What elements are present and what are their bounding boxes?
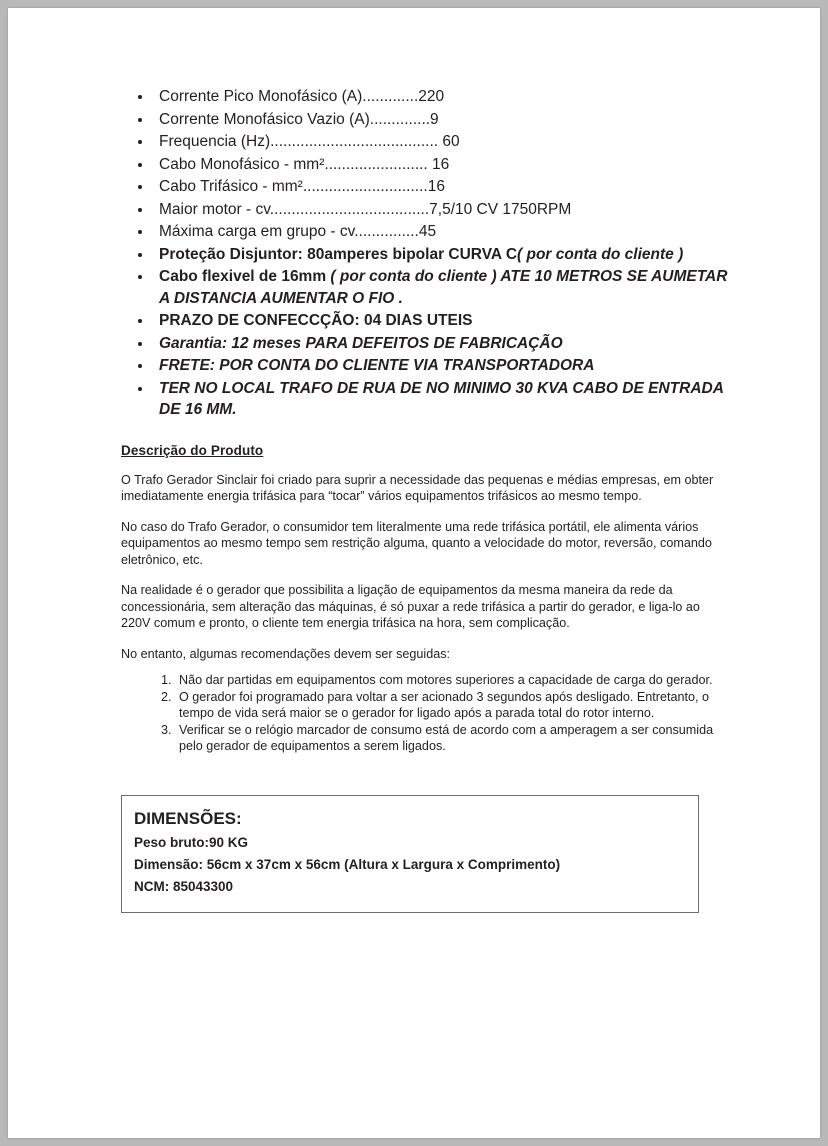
spec-text: ( por conta do cliente )	[517, 245, 684, 263]
recommendations-list	[121, 672, 731, 755]
description-paragraphs	[121, 472, 731, 663]
specification-list	[121, 86, 731, 421]
spec-text: Garantia: 12 meses PARA DEFEITOS DE FABRICAÇÃO	[159, 334, 563, 352]
spec-list-item	[153, 333, 731, 355]
spec-text: Cabo Monofásico - mm²........................ 16	[159, 155, 450, 173]
dimensions-heading: DIMENSÕES:	[134, 808, 242, 828]
document-page	[8, 8, 820, 1138]
recommendation-item: Não dar partidas em equipamentos com motores superiores a capacidade de carga do gerador.	[179, 673, 713, 687]
spec-text: Maior motor - cv.....................................7,5/10 CV 1750RPM	[159, 200, 572, 218]
spec-text: FRETE: POR CONTA DO CLIENTE VIA TRANSPORTADORA	[159, 357, 595, 374]
spec-list-item	[153, 378, 731, 421]
spec-text: PRAZO DE CONFECCÇÃO: 04 DIAS UTEIS	[159, 312, 473, 329]
description-heading: Descrição do Produto	[121, 442, 264, 458]
spec-text: Proteção Disjuntor: 80amperes bipolar CURVA C	[159, 245, 518, 263]
dimensions-lines	[134, 833, 684, 896]
spec-text: ( por conta do cliente ) ATE 10 METROS SE AUMETAR A DISTANCIA AUMENTAR O FIO .	[159, 268, 728, 307]
spec-list-item	[153, 131, 731, 153]
spec-list-item	[153, 310, 731, 332]
spec-list-item	[153, 86, 731, 108]
description-paragraph: No entanto, algumas recomendações devem ser seguidas:	[121, 646, 451, 661]
description-paragraph: Na realidade é o gerador que possibilita a ligação de equipamentos da mesma maneira da rede da concessionária, sem alteração das máquinas, é só puxar a rede trifásica a partir do gerador, e liga-lo ao 220V comum e pronto, o cliente tem energia trifásica na hora, sem complicação.	[121, 583, 700, 630]
spec-list-item	[153, 199, 731, 221]
dimensions-box	[121, 795, 699, 913]
recommendation-item: Verificar se o relógio marcador de consumo está de acordo com a amperagem a ser consumida pelo gerador de equipamentos a serem ligados.	[179, 722, 714, 753]
spec-text: Corrente Monofásico Vazio (A)..............9	[159, 110, 439, 128]
document-content	[121, 86, 731, 913]
spec-text: Cabo flexivel de 16mm	[159, 268, 327, 285]
recommendation-item: O gerador foi programado para voltar a ser acionado 3 segundos após desligado. Entretanto, o tempo de vida será maior se o gerador for ligado após a parada total do rotor interno.	[179, 689, 709, 720]
dimensions-line: Peso bruto:90 KG	[134, 834, 249, 850]
spec-list-item	[153, 109, 731, 131]
spec-list-item	[153, 244, 731, 266]
spec-text: Corrente Pico Monofásico (A).............220	[159, 88, 445, 105]
description-paragraph: O Trafo Gerador Sinclair foi criado para suprir a necessidade das pequenas e médias empresas, em obter imediatamente energia trifásica para “tocar” vários equipamentos trifásicos ao mesmo tempo.	[121, 472, 714, 503]
spec-text: Cabo Trifásico - mm².............................16	[159, 178, 445, 195]
spec-text: Máxima carga em grupo - cv...............45	[159, 223, 437, 240]
spec-list-item	[153, 355, 731, 377]
spec-list-item	[153, 221, 731, 243]
spec-text: Frequencia (Hz)....................................... 60	[159, 133, 460, 150]
description-paragraph: No caso do Trafo Gerador, o consumidor tem literalmente uma rede trifásica portátil, ele alimenta vários equipamentos ao mesmo tempo sem restrição alguma, quanto a velocidade do motor, reversão, comando eletrônico, etc.	[121, 519, 712, 567]
spec-text: TER NO LOCAL TRAFO DE RUA DE NO MINIMO 30 KVA CABO DE ENTRADA DE 16 MM.	[159, 379, 724, 418]
spec-list-item	[153, 176, 731, 198]
dimensions-line: NCM: 85043300	[134, 878, 234, 894]
dimensions-line: Dimensão: 56cm x 37cm x 56cm (Altura x Largura x Comprimento)	[134, 856, 561, 872]
spec-list-item	[153, 154, 731, 176]
spec-list-item	[153, 266, 731, 309]
